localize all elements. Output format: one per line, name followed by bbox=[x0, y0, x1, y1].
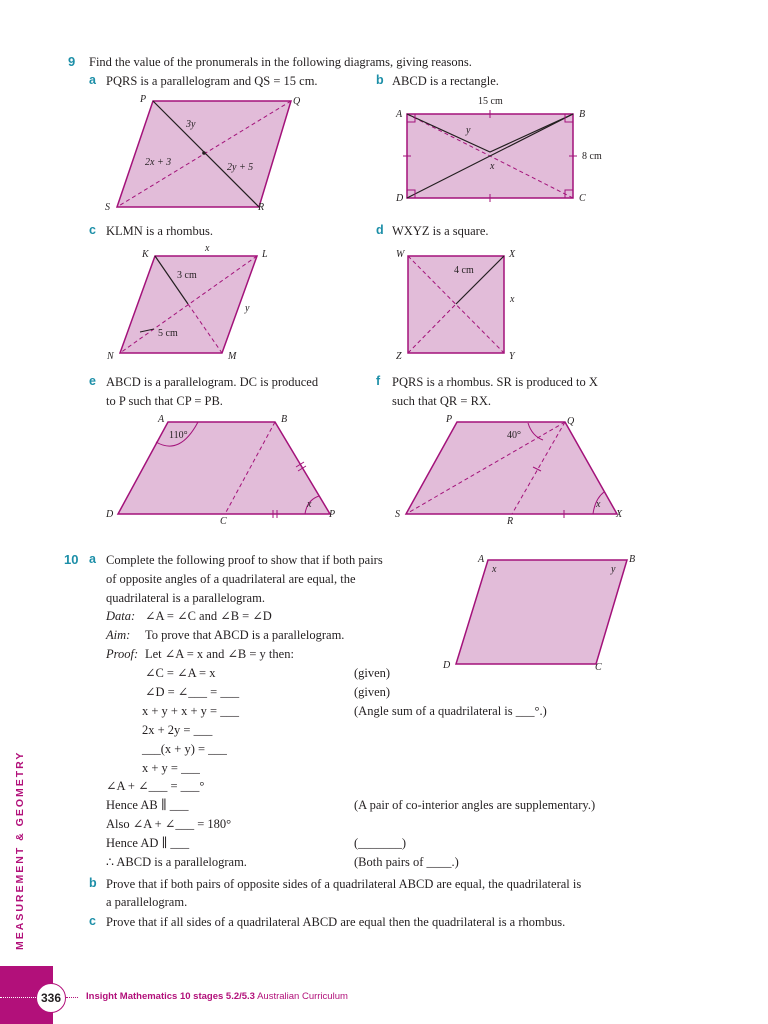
q10a-line-2: of opposite angles of a quadrilateral are equal, the bbox=[106, 572, 356, 586]
proof-step-2: ∠D = ∠___ = ___ bbox=[145, 685, 240, 699]
label-y: y bbox=[466, 125, 471, 136]
part-e-line1: ABCD is a parallelogram. DC is produced bbox=[106, 375, 319, 389]
label-b: B bbox=[579, 109, 586, 120]
proof-reason-3: (Angle sum of a quadrilateral is ___°.) bbox=[354, 704, 547, 718]
label-x: x bbox=[307, 499, 312, 510]
label-2x-plus-3: 2x + 3 bbox=[145, 157, 172, 168]
label-4cm: 4 cm bbox=[454, 265, 474, 276]
question-9-number: 9 bbox=[68, 54, 76, 69]
side-section-label bbox=[14, 750, 38, 950]
label-y: y bbox=[245, 303, 250, 314]
proof-reason-2: (given) bbox=[354, 685, 391, 699]
label-110-degrees: 110° bbox=[169, 430, 188, 441]
proof-step-3: x + y + x + y = ___ bbox=[142, 704, 239, 718]
part-e-letter: e bbox=[89, 374, 96, 388]
part-f-line2: such that QR = RX. bbox=[392, 394, 492, 408]
proof-step-7: ∠A + ∠___ = ___° bbox=[106, 779, 205, 793]
proof-reason-8: (A pair of co-interior angles are supplementary.) bbox=[354, 798, 596, 812]
q10c-text: Prove that if all sides of a quadrilateral ABCD are equal then the quadrilateral is a rhombus. bbox=[106, 915, 566, 929]
label-s: S bbox=[395, 509, 400, 520]
footer-subtitle: Australian Curriculum bbox=[257, 991, 348, 1002]
part-b-text: ABCD is a rectangle. bbox=[392, 74, 499, 88]
label-c: C bbox=[595, 662, 602, 673]
label-x-side: x bbox=[510, 294, 515, 305]
footer-dotted-line bbox=[0, 997, 36, 998]
label-d: D bbox=[443, 660, 451, 671]
question-9-intro: Find the value of the pronumerals in the following diagrams, giving reasons. bbox=[89, 55, 472, 69]
diagram-d-square bbox=[390, 240, 530, 365]
label-a: A bbox=[396, 109, 403, 120]
part-f-line1: PQRS is a rhombus. SR is produced to X bbox=[392, 375, 598, 389]
page-number: 336 bbox=[36, 983, 66, 1013]
label-k: K bbox=[142, 249, 149, 260]
proof-step-10: Hence AD ∥ ___ bbox=[106, 836, 190, 850]
proof-reason-11: (Both pairs of ____.) bbox=[354, 855, 459, 869]
label-15cm: 15 cm bbox=[478, 96, 503, 107]
q10a-line-1: Complete the following proof to show that if both pairs bbox=[106, 553, 383, 567]
footer-text bbox=[86, 991, 348, 1002]
side-label-text: MEASUREMENT & GEOMETRY bbox=[14, 750, 26, 950]
proof-step-1: ∠C = ∠A = x bbox=[145, 666, 216, 680]
label-x: x bbox=[205, 243, 210, 254]
label-x-angle: x bbox=[596, 499, 601, 510]
q10-part-a-letter: a bbox=[89, 552, 96, 566]
aim-text: To prove that ABCD is a parallelogram. bbox=[145, 628, 345, 642]
label-b: B bbox=[629, 554, 636, 565]
q10a-line-3: quadrilateral is a parallelogram. bbox=[106, 591, 265, 605]
diagram-c-rhombus bbox=[100, 240, 280, 365]
label-z: Z bbox=[396, 351, 402, 362]
label-x: x bbox=[490, 161, 495, 172]
data-text: ∠A = ∠C and ∠B = ∠D bbox=[145, 609, 272, 623]
part-c-letter: c bbox=[89, 223, 96, 237]
label-a: A bbox=[158, 414, 165, 425]
label-y: Y bbox=[509, 351, 515, 362]
part-b-letter: b bbox=[376, 73, 384, 87]
label-a: A bbox=[478, 554, 485, 565]
label-40-degrees: 40° bbox=[507, 430, 521, 441]
label-p: P bbox=[140, 94, 147, 105]
label-p: P bbox=[329, 509, 336, 520]
label-c: C bbox=[579, 193, 586, 204]
proof-step-6: x + y = ___ bbox=[142, 761, 200, 775]
q10-part-b-letter: b bbox=[89, 876, 97, 890]
label-d: D bbox=[106, 509, 114, 520]
q10b-line-1: Prove that if both pairs of opposite sides of a quadrilateral ABCD are equal, the quadrilateral is bbox=[106, 877, 582, 891]
diagram-f-rhombus bbox=[390, 410, 635, 530]
part-d-letter: d bbox=[376, 223, 384, 237]
label-d: D bbox=[396, 193, 404, 204]
label-l: L bbox=[262, 249, 268, 260]
question-10-number: 10 bbox=[64, 552, 79, 567]
aim-label: Aim: bbox=[106, 628, 131, 642]
proof-step-11: ∴ ABCD is a parallelogram. bbox=[106, 855, 247, 869]
proof-step-8: Hence AB ∥ ___ bbox=[106, 798, 189, 812]
label-3cm: 3 cm bbox=[177, 270, 197, 281]
label-r: R bbox=[258, 202, 265, 213]
label-2y-plus-5: 2y + 5 bbox=[227, 162, 254, 173]
label-c: C bbox=[220, 516, 227, 527]
label-5cm: 5 cm bbox=[158, 328, 178, 339]
diagram-a-parallelogram bbox=[100, 90, 320, 218]
label-x-vertex: X bbox=[509, 249, 516, 260]
diagram-e-parallelogram bbox=[100, 410, 350, 530]
data-label: Data: bbox=[106, 609, 136, 623]
label-8cm: 8 cm bbox=[582, 151, 602, 162]
proof-label: Proof: bbox=[106, 647, 139, 661]
part-a-text: PQRS is a parallelogram and QS = 15 cm. bbox=[106, 74, 318, 88]
proof-reason-1: (given) bbox=[354, 666, 391, 680]
proof-text: Let ∠A = x and ∠B = y then: bbox=[145, 647, 294, 661]
part-f-letter: f bbox=[376, 374, 381, 388]
label-3y: 3y bbox=[186, 119, 196, 130]
label-y: y bbox=[611, 564, 616, 575]
part-e-line2: to P such that CP = PB. bbox=[106, 394, 223, 408]
part-a-letter: a bbox=[89, 73, 96, 87]
q10b-line-2: a parallelogram. bbox=[106, 895, 188, 909]
label-m: M bbox=[228, 351, 237, 362]
label-r: R bbox=[507, 516, 514, 527]
footer-book-title: Insight Mathematics 10 stages 5.2/5.3 bbox=[86, 991, 255, 1002]
proof-step-4: 2x + 2y = ___ bbox=[142, 723, 213, 737]
footer-dotted-connector bbox=[66, 997, 78, 998]
label-q: Q bbox=[567, 416, 575, 427]
diagram-q10-parallelogram bbox=[430, 548, 645, 673]
label-n: N bbox=[107, 351, 114, 362]
label-x-vertex: X bbox=[616, 509, 623, 520]
part-c-text: KLMN is a rhombus. bbox=[106, 224, 213, 238]
label-s: S bbox=[105, 202, 110, 213]
label-x: x bbox=[492, 564, 497, 575]
part-d-text: WXYZ is a square. bbox=[392, 224, 489, 238]
proof-reason-10: (_______) bbox=[354, 836, 407, 850]
proof-step-9: Also ∠A + ∠___ = 180° bbox=[106, 817, 232, 831]
label-w: W bbox=[396, 249, 405, 260]
label-p: P bbox=[446, 414, 453, 425]
proof-step-5: ___(x + y) = ___ bbox=[142, 742, 227, 756]
diagram-b-rectangle bbox=[390, 90, 620, 210]
label-q: Q bbox=[293, 96, 301, 107]
q10-part-c-letter: c bbox=[89, 914, 96, 928]
label-b: B bbox=[281, 414, 288, 425]
